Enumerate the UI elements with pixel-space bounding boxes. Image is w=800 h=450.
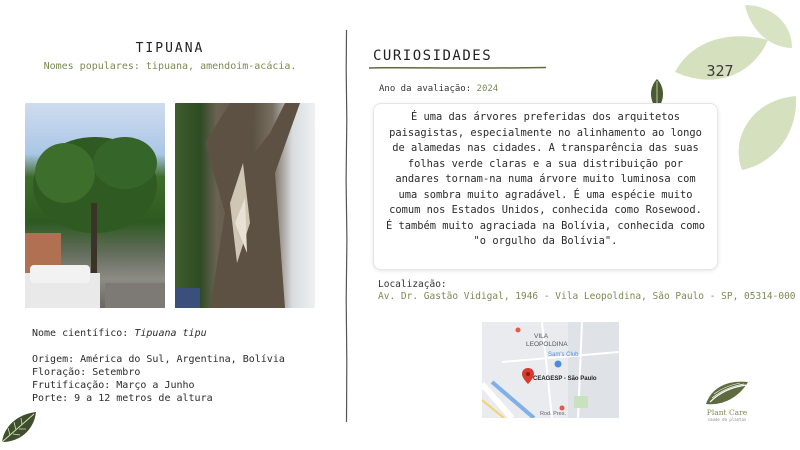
tree-trunk-photo [175, 103, 315, 308]
heading-underline [369, 66, 546, 70]
curiosities-heading: CURIOSIDADES [373, 48, 493, 64]
scientific-name: Tipuana tipu [134, 328, 207, 339]
flowering: Floração: Setembro [32, 367, 141, 378]
map-label-place: CEAGESP - São Paulo [533, 376, 597, 382]
curiosities-text: É uma das árvores preferidas dos arquitetos paisagistas, especialmente no alinhamento ao longo de alamedas nas cidades. A transparência das suas folhas verde claras e a sua distribuição por andares tornam-na numa árvore muito luminosa com uma sombra muito agradável. É uma espécie muito comum nos Estados Unidos, conhecida como Rosewood. É também muito agraciada na Bolívia, conhecida como "o orgulho da Bolívia". [385, 111, 706, 247]
scientific-name-row [32, 328, 207, 339]
scientific-label: Nome científico: [32, 328, 135, 339]
plant-care-logo-icon [704, 378, 750, 406]
curiosities-card [373, 103, 718, 270]
fruiting: Frutificação: Março a Junho [32, 380, 195, 391]
evaluation-year [379, 84, 498, 94]
tree-street-photo [25, 103, 165, 308]
map-label-road: Rod. Pres. [540, 411, 566, 417]
popular-names: Nomes populares: tipuana, amendoim-acácia. [43, 61, 297, 72]
map-label-district-1: VILA [534, 333, 549, 340]
center-divider [345, 30, 348, 422]
location-address: Av. Dr. Gastão Vidigal, 1946 - Vila Leopoldina, São Paulo - SP, 05314-000 [378, 291, 796, 302]
location-label: Localização: [378, 279, 447, 290]
year-label: Ano da avaliação: [379, 84, 472, 94]
map-label-store: Sam's Club [548, 352, 579, 358]
location-map[interactable] [482, 322, 619, 418]
size: Porte: 9 a 12 metros de altura [32, 393, 213, 404]
year-value: 2024 [476, 84, 499, 94]
tree-title: TIPUANA [135, 41, 205, 56]
page-number: 327 [706, 62, 734, 80]
origin: Origem: América do Sul, Argentina, Bolívia [32, 354, 285, 365]
map-label-district-2: LEOPOLDINA [526, 341, 568, 348]
brand-name: Plant Care [706, 408, 748, 417]
brand-tagline: saúde de plantas [707, 417, 747, 422]
leaf-icon [0, 408, 38, 446]
